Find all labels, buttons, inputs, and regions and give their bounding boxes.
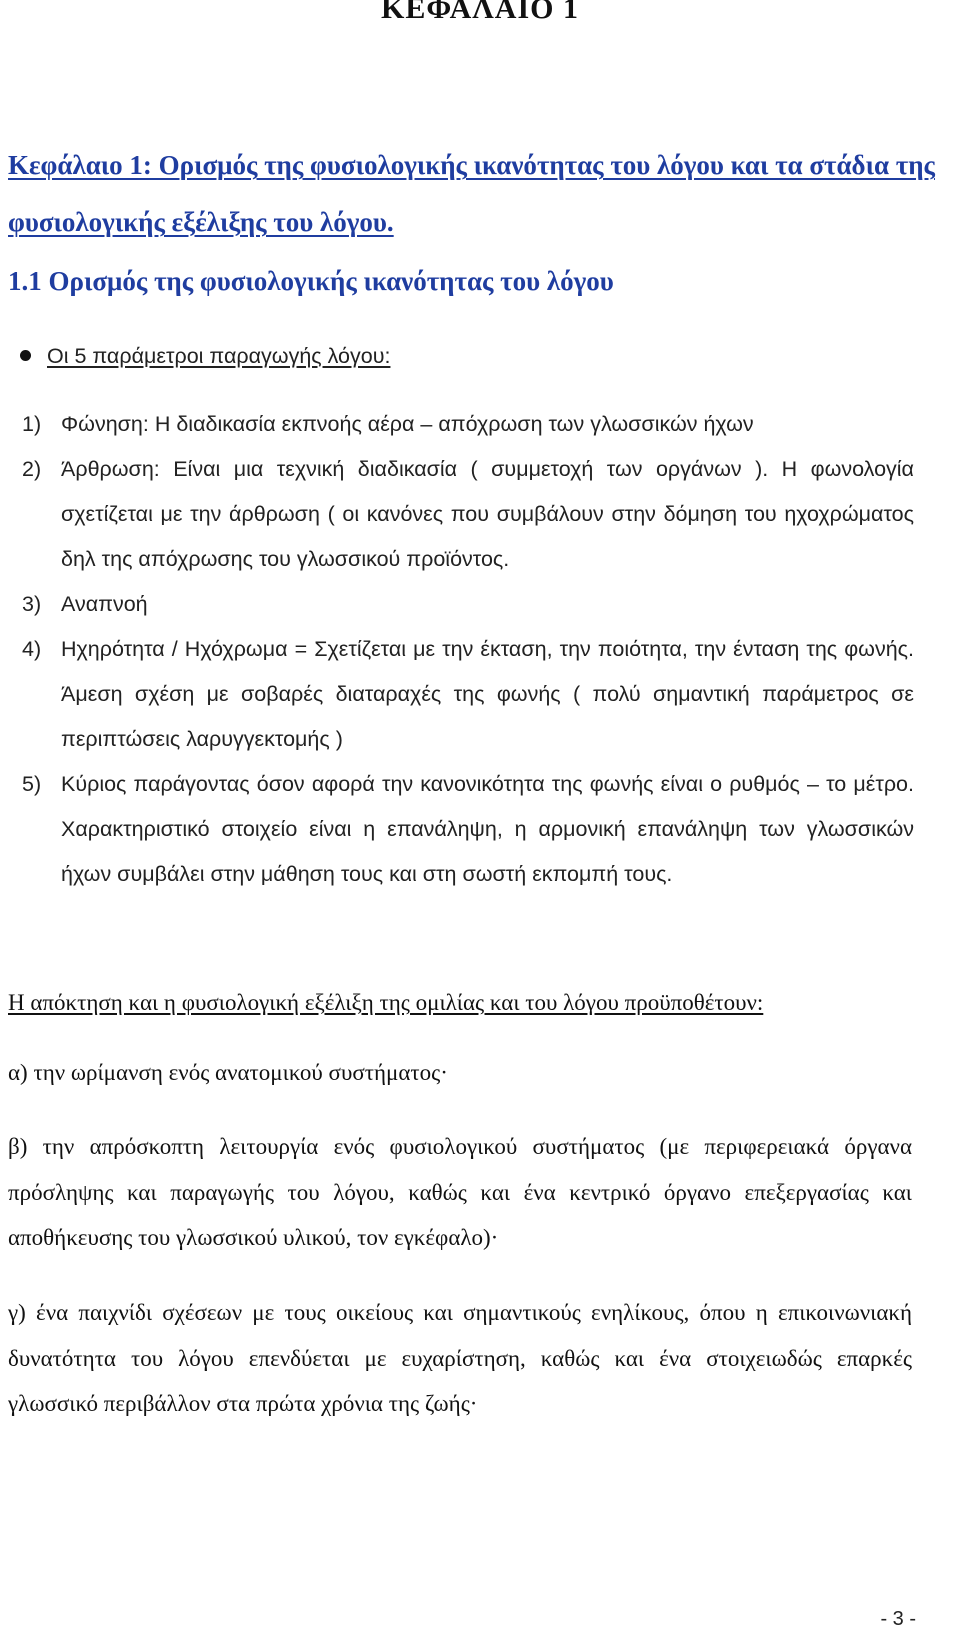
parameter-number: 3) — [22, 592, 42, 616]
chapter-heading: Κεφάλαιο 1: Ορισμός της φυσιολογικής ικανότητας του λόγου και τα στάδια της φυσιολογικής εξέλιξης του λόγου. — [8, 150, 935, 237]
parameter-text: Φώνηση: Η διαδικασία εκπνοής αέρα – απόχρωση των γλωσσικών ήχων — [61, 412, 754, 436]
parameter-number: 4) — [22, 637, 42, 661]
parameter-number: 5) — [22, 772, 42, 796]
bullet-text: Οι 5 παράμετροι παραγωγής λόγου: — [47, 344, 391, 368]
parameter-number: 2) — [22, 457, 42, 481]
prerequisite-c: γ) ένα παιχνίδι σχέσεων με τους οικείους και σημαντικούς ενηλίκους, όπου η επικοινωνιακή δυνατότητα του λόγου επενδύεται με ευχαρίστηση, καθώς και ένα στοιχειωδώς επαρκές γλωσσικό περιβάλλον στα πρώτα χρόνια της ζωής· — [8, 1300, 912, 1416]
page-number: - 3 - — [880, 1608, 916, 1630]
parameter-text: Αναπνοή — [61, 592, 148, 616]
prerequisites-heading: Η απόκτηση και η φυσιολογική εξέλιξη της ομιλίας και του λόγου προϋποθέτουν: — [8, 990, 764, 1015]
parameter-item — [22, 447, 914, 582]
parameter-item — [22, 627, 914, 762]
prerequisite-a: α) την ωρίμανση ενός ανατομικού συστήματος· — [8, 1060, 448, 1085]
parameter-text: Ηχηρότητα / Ηχόχρωμα = Σχετίζεται με την έκταση, την ποιότητα, την ένταση της φωνής. Άμεση σχέση με σοβαρές διαταραχές της φωνής ( πολύ σημαντική παράμετρος σε περιπτώσεις λαρυγγεκτομής ) — [61, 637, 914, 751]
parameter-text: Άρθρωση: Είναι μια τεχνική διαδικασία ( συμμετοχή των οργάνων ). Η φωνολογία σχετίζεται με την άρθρωση ( οι κανόνες που συμβάλουν στην δόμηση του ηχοχρώματος δηλ της απόχρωσης του γλωσσικού προϊόντος. — [61, 457, 914, 571]
bullet-icon — [20, 350, 31, 361]
chapter-title: ΚΕΦΑΛΑΙΟ 1 — [381, 0, 579, 25]
parameter-number: 1) — [22, 412, 42, 436]
parameter-item — [22, 582, 914, 627]
parameter-text: Κύριος παράγοντας όσον αφορά την κανονικότητα της φωνής είναι ο ρυθμός – το μέτρο. Χαρακτηριστικό στοιχείο είναι η επανάληψη, η αρμονική επανάληψη των γλωσσικών ήχων συμβάλει στην μάθηση τους και στη σωστή εκπομπή τους. — [61, 772, 914, 886]
prerequisite-b: β) την απρόσκοπτη λειτουργία ενός φυσιολογικού συστήματος (με περιφερειακά όργανα πρόσληψης και παραγωγής του λόγου, καθώς και ένα κεντρικό όργανο επεξεργασίας και αποθήκευσης του γλωσσικού υλικού, τον εγκέφαλο)· — [8, 1134, 912, 1250]
section-heading: 1.1 Ορισμός της φυσιολογικής ικανότητας του λόγου — [8, 266, 614, 296]
parameters-list — [22, 402, 914, 897]
bullet-item — [20, 338, 940, 374]
parameter-item — [22, 402, 914, 447]
parameter-item — [22, 762, 914, 897]
